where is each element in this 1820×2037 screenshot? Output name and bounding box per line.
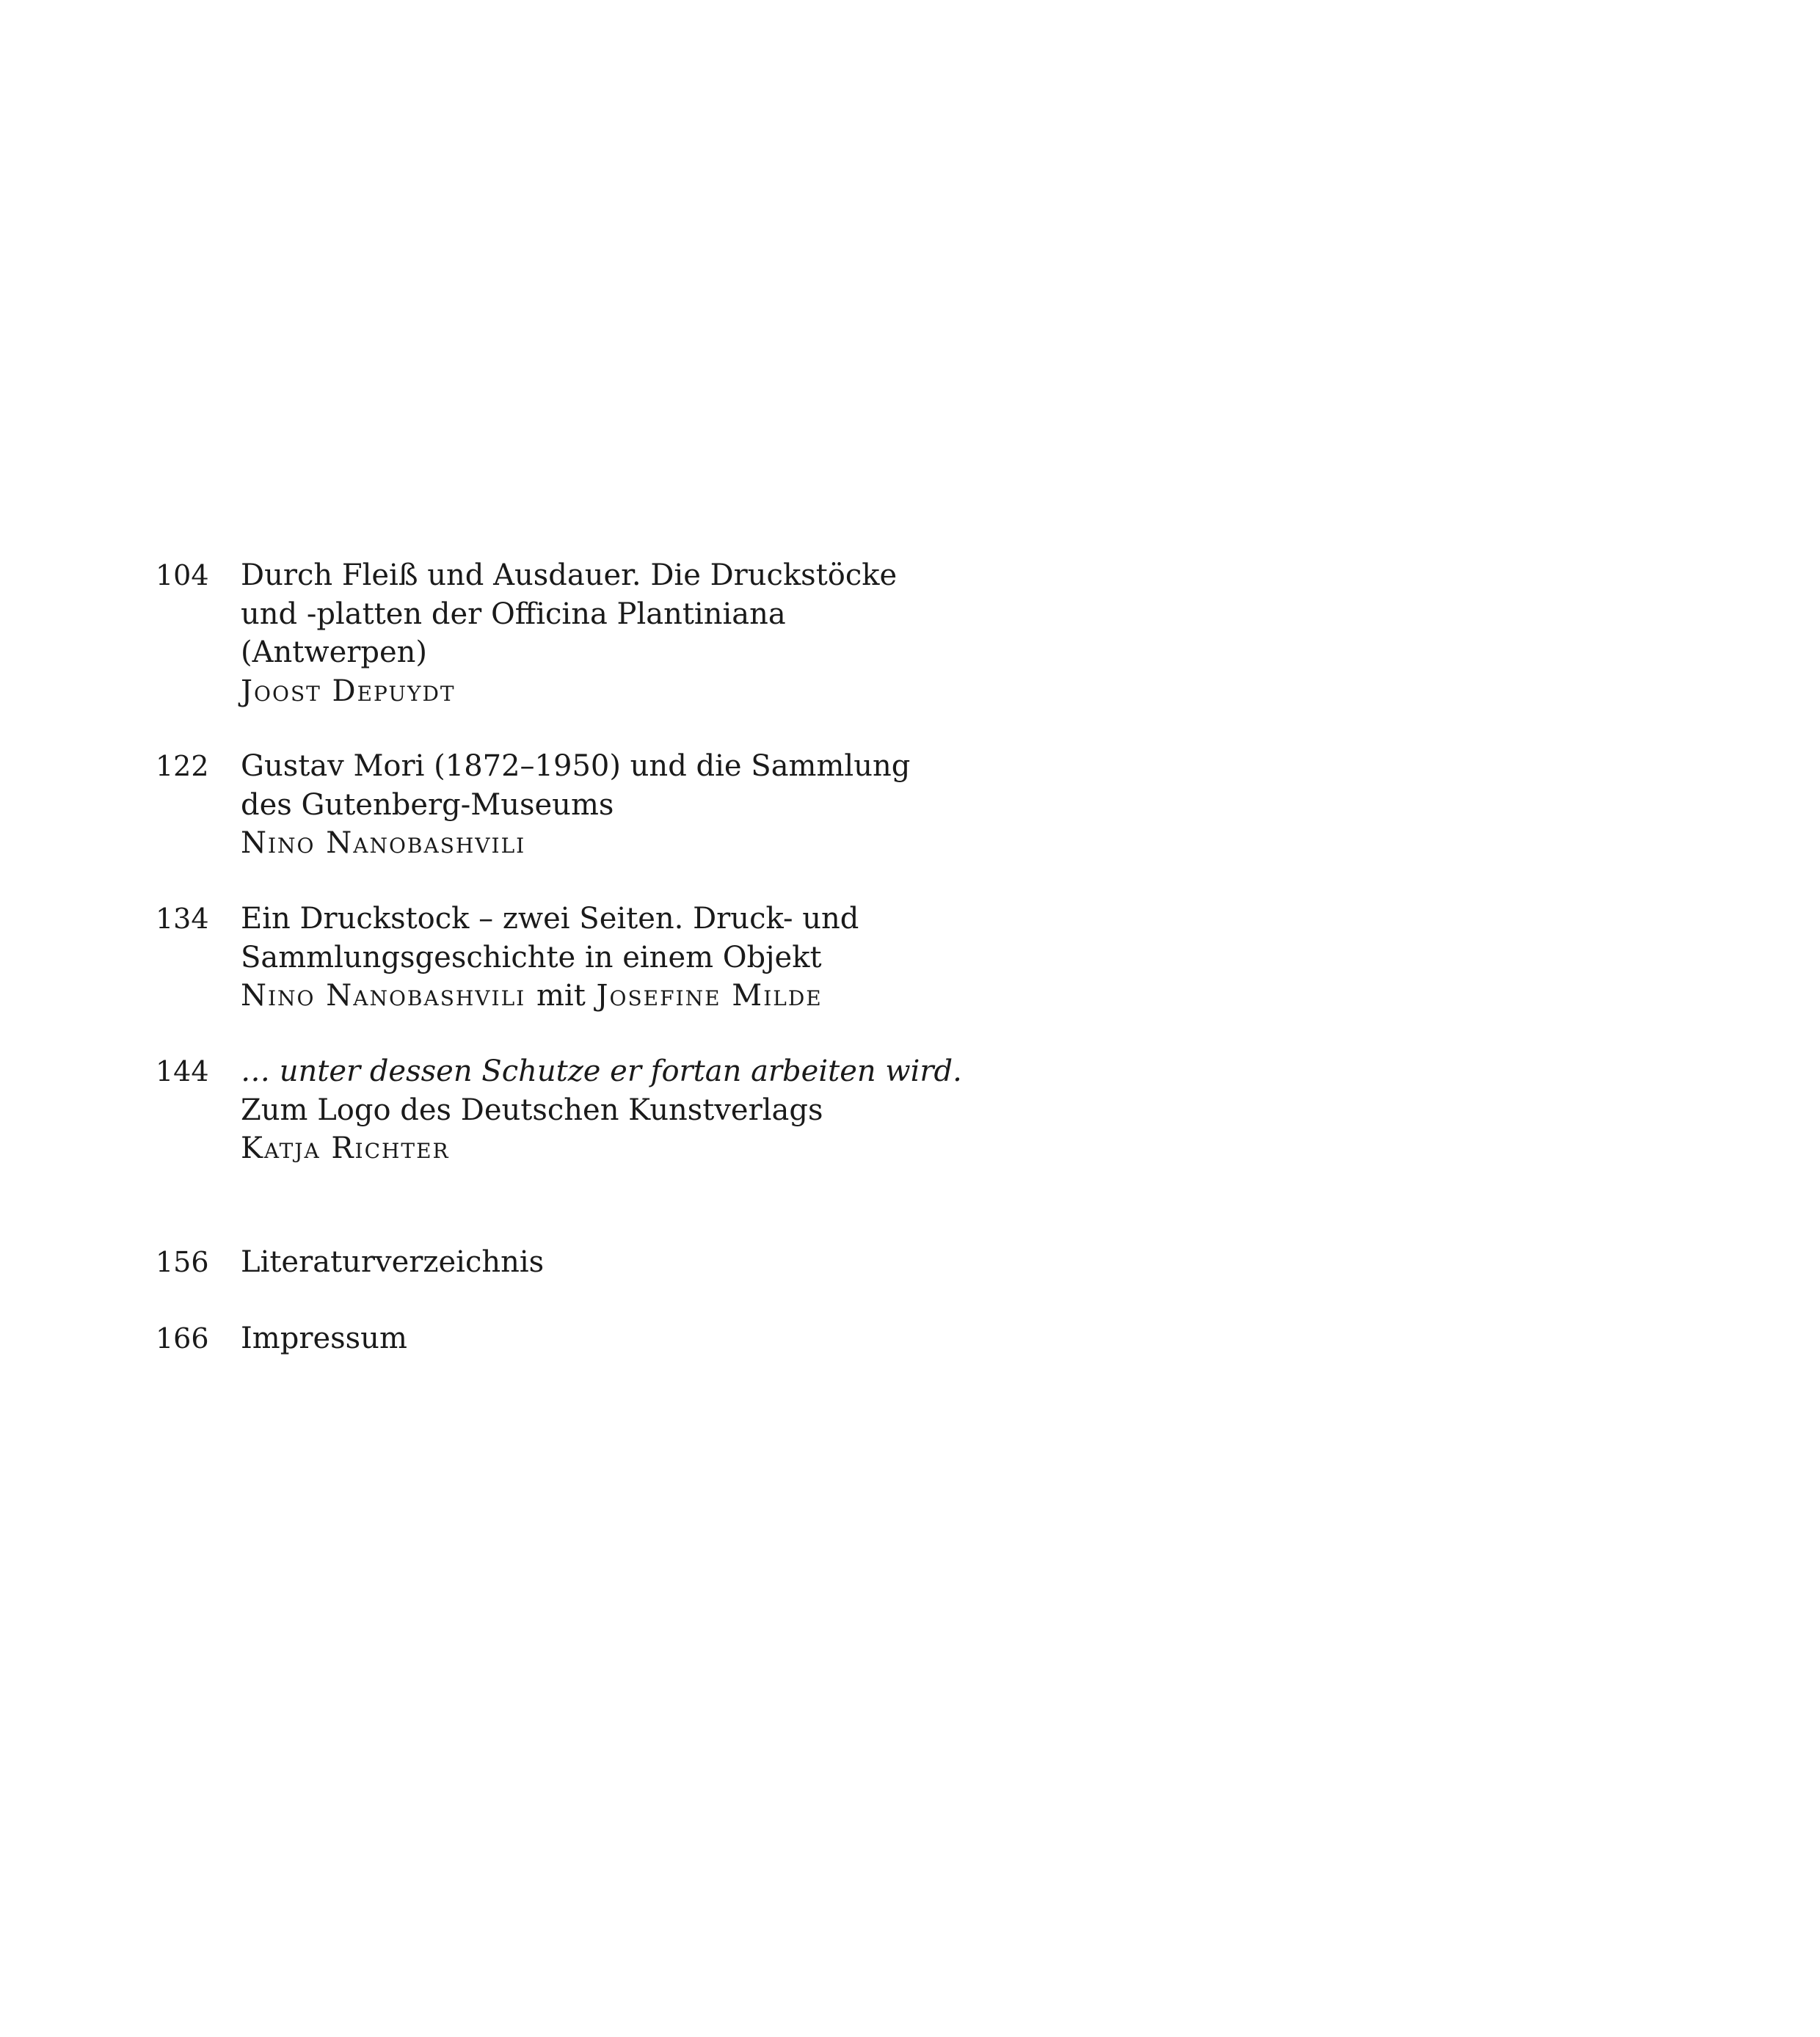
title-line: Durch Fleiß und Ausdauer. Die Druckstöcke — [241, 558, 898, 592]
toc-entry[interactable] — [156, 1243, 963, 1282]
toc-entry[interactable] — [156, 556, 963, 710]
page-number: 144 — [156, 1055, 209, 1087]
page-number: 156 — [156, 1246, 209, 1278]
page-number: 122 — [156, 750, 209, 782]
entry-text — [241, 747, 963, 863]
toc-entry[interactable] — [156, 1052, 963, 1168]
title-line: des Gutenberg-Museums — [241, 787, 614, 822]
author-name: Josefine Milde — [596, 979, 823, 1013]
toc-entry[interactable] — [156, 747, 963, 863]
title-line: Gustav Mori (1872–1950) und die Sammlung — [241, 749, 911, 783]
author-name: Katja Richter — [241, 1132, 450, 1165]
title-line: Sammlungsgeschichte in einem Objekt — [241, 940, 822, 974]
author-name: Nino Nanobashvili — [241, 826, 526, 860]
author-name: Nino Nanobashvili — [241, 979, 526, 1013]
title-line: Zum Logo des Deutschen Kunstverlags — [241, 1093, 823, 1127]
entry-text — [241, 1052, 963, 1168]
page-number: 104 — [156, 559, 209, 591]
page-number: 134 — [156, 903, 209, 935]
entry-text — [241, 1243, 963, 1282]
entry-text — [241, 1319, 963, 1358]
title-line-italic: … unter dessen Schutze er fortan arbeiten wird. — [241, 1054, 962, 1088]
title-line: (Antwerpen) — [241, 635, 428, 669]
author-names — [241, 977, 963, 1016]
title-line: Literaturverzeichnis — [241, 1245, 545, 1279]
author-conjunction: mit — [536, 979, 586, 1013]
title-line: Impressum — [241, 1322, 407, 1355]
title-line: Ein Druckstock – zwei Seiten. Druck- und — [241, 902, 859, 936]
entry-text — [241, 900, 963, 1016]
toc-entry[interactable] — [156, 900, 963, 1016]
page-number: 166 — [156, 1322, 209, 1355]
title-line: und -platten der Officina Plantiniana — [241, 597, 786, 631]
author-name: Joost Depuydt — [241, 674, 456, 708]
toc-entry[interactable] — [156, 1319, 963, 1358]
entry-text — [241, 556, 963, 710]
